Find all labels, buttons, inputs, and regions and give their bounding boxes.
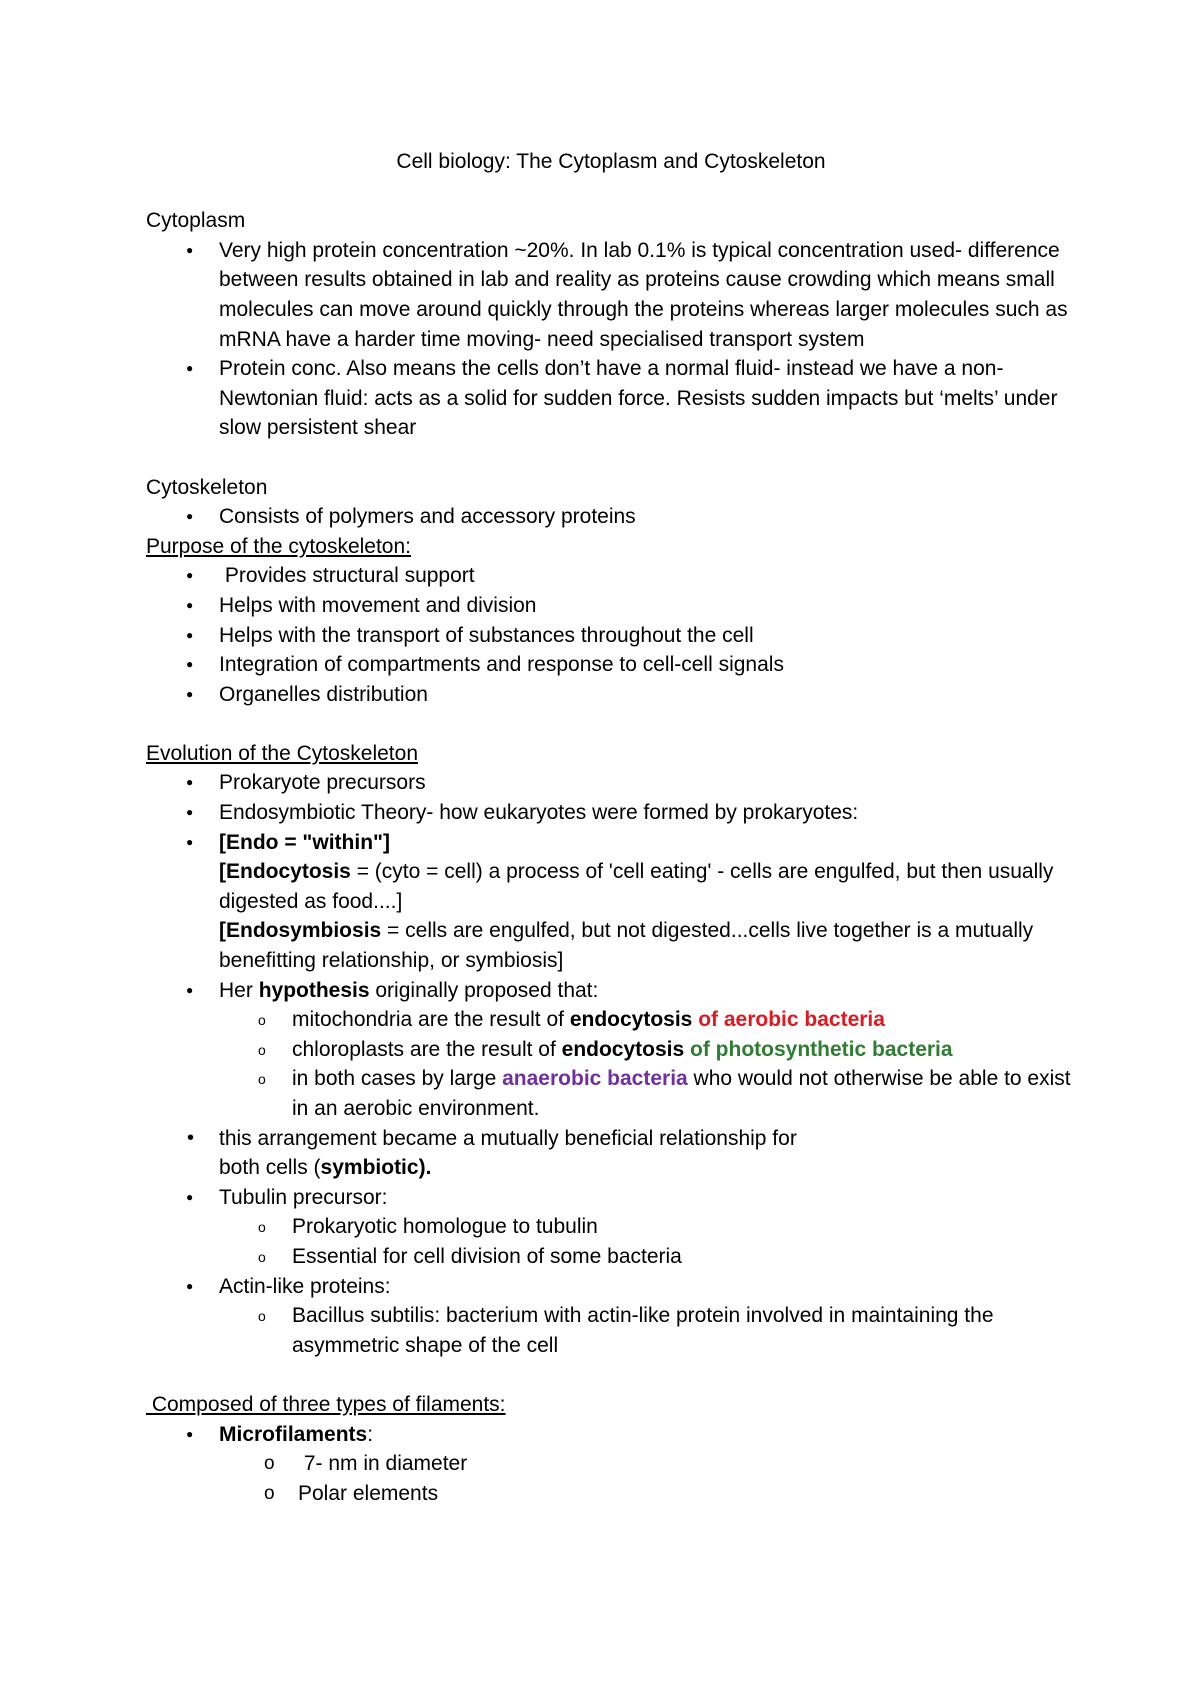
sub-list-item: o Essential for cell division of some bacteria — [146, 1242, 1076, 1272]
tubulin-sublist — [146, 1212, 1076, 1271]
list-item: ● Protein conc. Also means the cells don’t have a normal fluid- instead we have a non-Newtonian fluid: acts as a solid for sudden force. Resists sudden impacts but ‘melts’ under slow persistent shear — [146, 354, 1076, 443]
sub-list-item: o Polar elements — [146, 1479, 1076, 1509]
section-heading-cytoskeleton: Cytoskeleton — [146, 475, 268, 499]
list-item: ● Actin-like proteins: — [146, 1272, 1076, 1302]
term-endosymbiosis: Endosymbiosis — [226, 919, 382, 943]
microfilaments-sublist — [146, 1449, 1076, 1508]
cytoskeleton-list — [146, 502, 1076, 532]
list-item: ● Tubulin precursor: — [146, 1183, 1076, 1213]
actin-sublist — [146, 1301, 1076, 1360]
document-title: Cell biology: The Cytoplasm and Cytoskeleton — [396, 150, 826, 173]
sub-list-item: o chloroplasts are the result of endocytosis of photosynthetic bacteria — [146, 1035, 1076, 1065]
sub-list-item: o Prokaryotic homologue to tubulin — [146, 1212, 1076, 1242]
list-item: ● Helps with the transport of substances throughout the cell — [146, 621, 1076, 651]
sub-list-item: o Bacillus subtilis: bacterium with actin-like protein involved in maintaining the asymmetric shape of the cell — [146, 1301, 1076, 1360]
list-item-arrangement: • this arrangement became a mutually beneficial relationship for both cells (symbiotic). — [146, 1124, 1076, 1183]
subheading-filaments: Composed of three types of filaments: — [146, 1392, 506, 1416]
sub-list-item: o in both cases by large anaerobic bacteria who would not otherwise be able to exist in an aerobic environment. — [146, 1064, 1076, 1123]
list-item: ● Consists of polymers and accessory proteins — [146, 502, 1076, 532]
list-item: ● Provides structural support — [146, 561, 1076, 591]
document-body — [146, 147, 1076, 1508]
subheading-purpose: Purpose of the cytoskeleton: — [146, 534, 411, 558]
subheading-evolution: Evolution of the Cytoskeleton — [146, 741, 418, 765]
list-item: ● Prokaryote precursors — [146, 768, 1076, 798]
endo-definition: [Endo = "within"] — [219, 830, 390, 854]
list-item: ● Integration of compartments and response to cell-cell signals — [146, 650, 1076, 680]
hypothesis-sublist — [146, 1005, 1076, 1123]
cytoplasm-list — [146, 236, 1076, 443]
list-item-microfilaments: ● Microfilaments: — [146, 1420, 1076, 1450]
list-item: ● Very high protein concentration ~20%. In lab 0.1% is typical concentration used- difference between results obtained in lab and reality as proteins cause crowding which means small molecules can move around quickly through the proteins whereas larger molecules such as mRNA have a harder time moving- need specialised transport system — [146, 236, 1076, 354]
list-item: ● Helps with movement and division — [146, 591, 1076, 621]
evolution-list — [146, 768, 1076, 1005]
sub-list-item: o 7- nm in diameter — [146, 1449, 1076, 1479]
list-item-endo: ● [Endo = "within"] [Endocytosis = (cyto = cell) a process of 'cell eating' - cells are engulfed, but then usually digested as food....] [Endosymbiosis = cells are engulfed, but not digested...cells live together is a mutually benefitting relationship, or symbiosis] — [146, 828, 1076, 976]
sub-list-item: o mitochondria are the result of endocytosis of aerobic bacteria — [146, 1005, 1076, 1035]
evolution-list-2 — [146, 1124, 1076, 1213]
section-heading-cytoplasm: Cytoplasm — [146, 209, 246, 233]
list-item: ● Endosymbiotic Theory- how eukaryotes were formed by prokaryotes: — [146, 798, 1076, 828]
purpose-list — [146, 561, 1076, 709]
evolution-list-3 — [146, 1272, 1076, 1302]
filaments-list — [146, 1420, 1076, 1450]
list-item-hypothesis: ● Her hypothesis originally proposed that: — [146, 976, 1076, 1006]
term-endocytosis: Endocytosis — [226, 860, 351, 884]
list-item: ● Organelles distribution — [146, 680, 1076, 710]
